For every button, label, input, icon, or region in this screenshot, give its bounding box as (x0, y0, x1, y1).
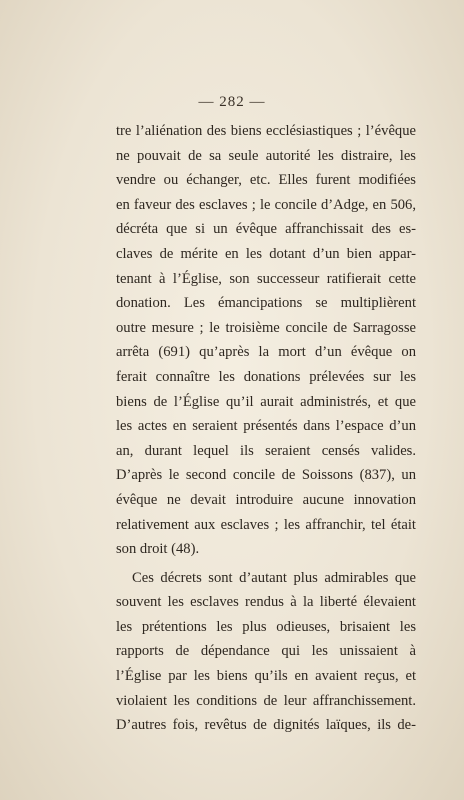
paragraph-1 (116, 119, 416, 562)
text-line: D’autres fois, revêtus de dignités laïques, ils de- (116, 717, 416, 734)
paragraph-2 (116, 566, 416, 738)
text-line: arrêta (691) qu’après la mort d’un évêque on (116, 344, 416, 361)
text-line: les actes en seraient présentés dans l’espace d’un (116, 418, 416, 435)
text-line: D’après le second concile de Soissons (837), un (116, 467, 416, 484)
text-line: relativement aux esclaves ; les affranchir, tel était (116, 516, 416, 533)
text-line: son droit (48). (116, 541, 200, 558)
text-line: souvent les esclaves rendus à la liberté élevaient (116, 594, 416, 611)
page-number: — 282 — (198, 94, 266, 110)
text-line: tenant à l’Église, son successeur ratifierait cette (116, 270, 416, 287)
text-line: Ces décrets sont d’autant plus admirables que (132, 569, 416, 586)
text-line: biens de l’Église qu’il aurait administrés, et que (116, 393, 416, 410)
text-line: claves de mérite en les dotant d’un bien appar- (116, 245, 416, 262)
text-line: ne pouvait de sa seule autorité les distraire, les (116, 147, 416, 164)
text-line: les prétentions les plus odieuses, brisaient les (116, 618, 416, 635)
text-line: tre l’aliénation des biens ecclésiastiques ; l’évêque (116, 123, 416, 139)
body-text (116, 119, 416, 738)
text-line: en faveur des esclaves ; le concile d’Adge, en 506, (116, 196, 416, 213)
text-line: outre mesure ; le troisième concile de Sarragosse (116, 319, 416, 336)
text-line: ferait connaître les donations prélevées sur les (116, 368, 416, 385)
text-line: rapports de dépendance qui les unissaient à (116, 643, 416, 660)
text-line: donation. Les émancipations se multiplièrent (116, 295, 416, 312)
text-line: vendre ou échanger, etc. Elles furent modifiées (116, 172, 416, 189)
text-line: décréta que si un évêque affranchissait des es- (116, 221, 416, 238)
text-line: violaient les conditions de leur affranchissement. (116, 692, 416, 709)
text-line: l’Église par les biens qu’ils en avaient reçus, et (116, 668, 416, 685)
text-line: évêque ne devait introduire aucune innovation (116, 491, 416, 508)
text-line: an, durant lequel ils seraient censés valides. (116, 442, 416, 459)
